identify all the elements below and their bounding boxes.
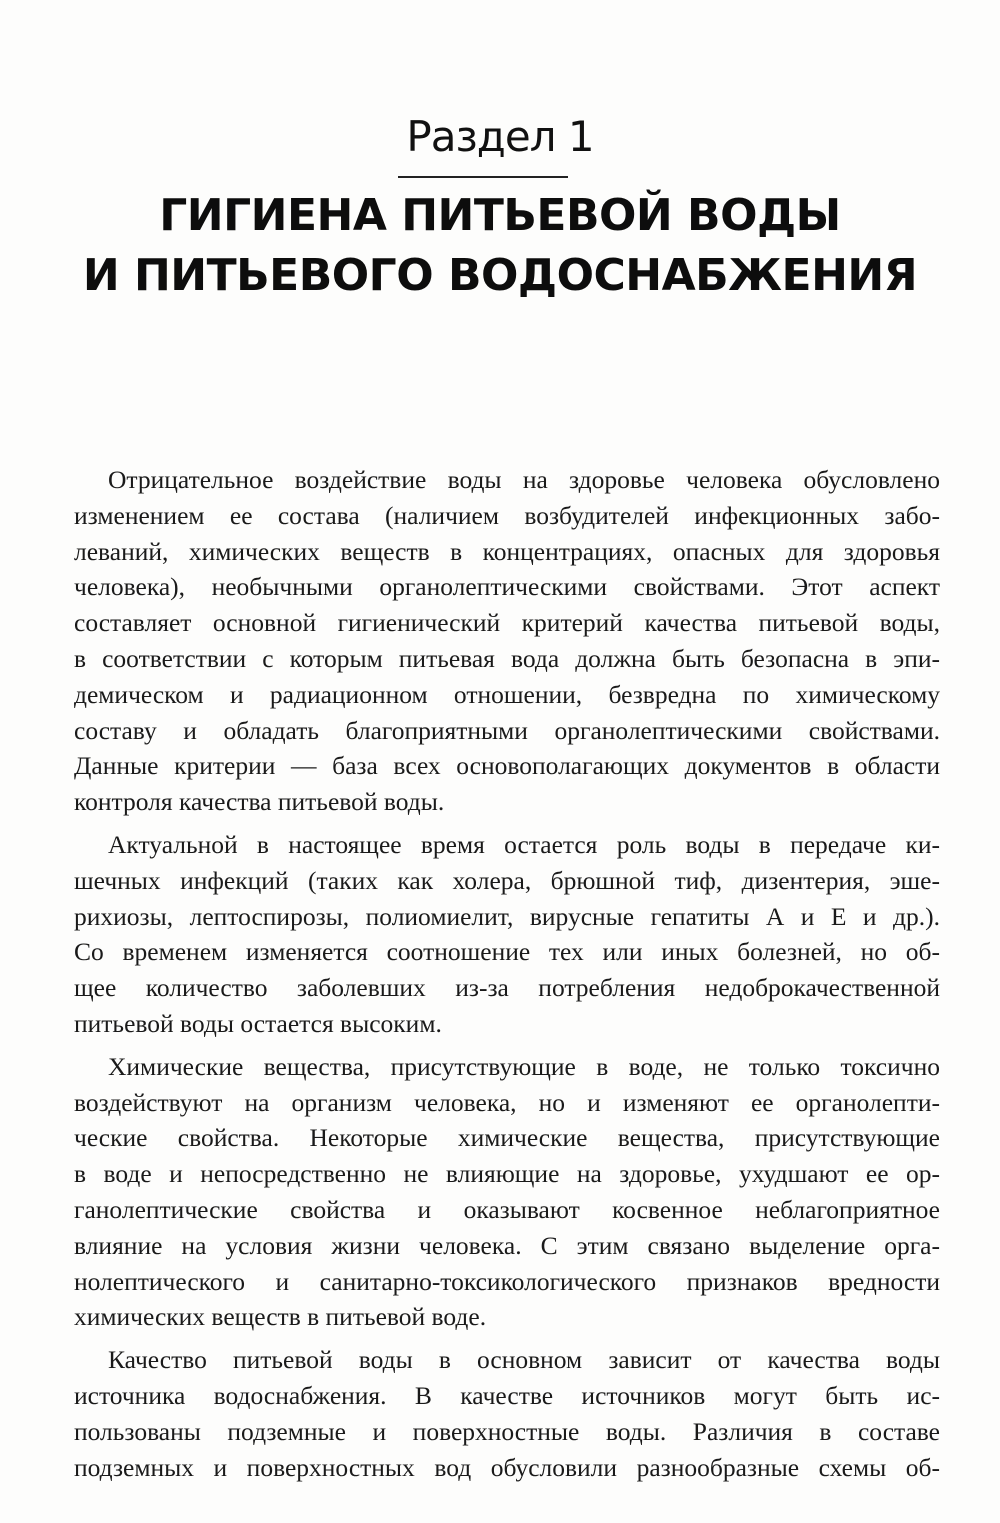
- text-line: ганолептические свойства и оказывают косвенное неблагоприятное: [74, 1194, 940, 1224]
- paragraph-2: [40, 827, 940, 1042]
- text-line: контроля качества питьевой воды.: [74, 787, 445, 817]
- text-line: Отрицательное воздействие воды на здоровье человека обусловлено: [108, 465, 940, 494]
- text-line: шечных инфекций (таких как холера, брюшной тиф, дизентерия, эше-: [74, 865, 940, 895]
- text-line: нолептического и санитарно-токсикологического признаков вредности: [74, 1266, 940, 1296]
- text-line: пользованы подземные и поверхностные воды. Различия в составе: [74, 1416, 940, 1446]
- text-line: человека), необычными органолептическими свойствами. Этот аспект: [74, 572, 940, 602]
- text-line: в воде и непосредственно не влияющие на здоровье, ухудшают ее ор-: [74, 1159, 940, 1189]
- text-line: Химические вещества, присутствующие в воде, не только токсично: [108, 1051, 940, 1081]
- text-line: Качество питьевой воды в основном зависит от качества воды: [108, 1345, 940, 1375]
- body-text: [40, 462, 940, 1485]
- text-line: питьевой воды остается высоким.: [74, 1008, 442, 1038]
- section-underline: [398, 176, 568, 178]
- text-line: составу и обладать благоприятными органолептическими свойствами.: [74, 715, 940, 745]
- text-line: в соответствии с которым питьевая вода должна быть безопасна в эпи-: [74, 643, 940, 673]
- chapter-title-line-2: И ПИТЬЕВОГО ВОДОСНАБЖЕНИЯ: [82, 250, 918, 301]
- text-line: химических веществ в питьевой воде.: [74, 1302, 487, 1332]
- text-line: леваний, химических веществ в концентрациях, опасных для здоровья: [74, 536, 940, 566]
- text-line: влияние на условия жизни человека. С этим связано выделение орга-: [74, 1230, 940, 1260]
- paragraph-4: [40, 1342, 940, 1485]
- text-line: подземных и поверхностных вод обусловили разнообразные схемы об-: [74, 1452, 940, 1482]
- paragraph-3: [40, 1049, 940, 1335]
- text-line: воздействуют на организм человека, но и изменяют ее органолепти-: [74, 1087, 940, 1117]
- text-line: щее количество заболевших из-за потребления недоброкачественной: [74, 973, 940, 1003]
- chapter-title-line-1: ГИГИЕНА ПИТЬЕВОЙ ВОДЫ: [159, 190, 841, 241]
- text-line: ческие свойства. Некоторые химические вещества, присутствующие: [74, 1123, 940, 1153]
- text-line: источника водоснабжения. В качестве источников могут быть ис-: [74, 1380, 940, 1410]
- paragraph-1: [40, 462, 940, 820]
- text-line: Со временем изменяется соотношение тех или иных болезней, но об-: [74, 937, 940, 967]
- text-line: рихиозы, лептоспирозы, полиомиелит, вирусные гепатиты А и Е и др.).: [74, 901, 940, 931]
- section-label: Раздел 1: [406, 112, 594, 161]
- text-line: Актуальной в настоящее время остается роль воды в передаче ки-: [108, 829, 940, 859]
- text-line: Данные критерии — база всех основополагающих документов в области: [74, 751, 940, 781]
- chapter-title: [0, 186, 1000, 306]
- text-line: изменением ее состава (наличием возбудителей инфекционных забо-: [74, 500, 940, 530]
- text-line: демическом и радиационном отношении, безвредна по химическому: [74, 679, 940, 709]
- text-line: составляет основной гигиенический критерий качества питьевой воды,: [74, 608, 940, 638]
